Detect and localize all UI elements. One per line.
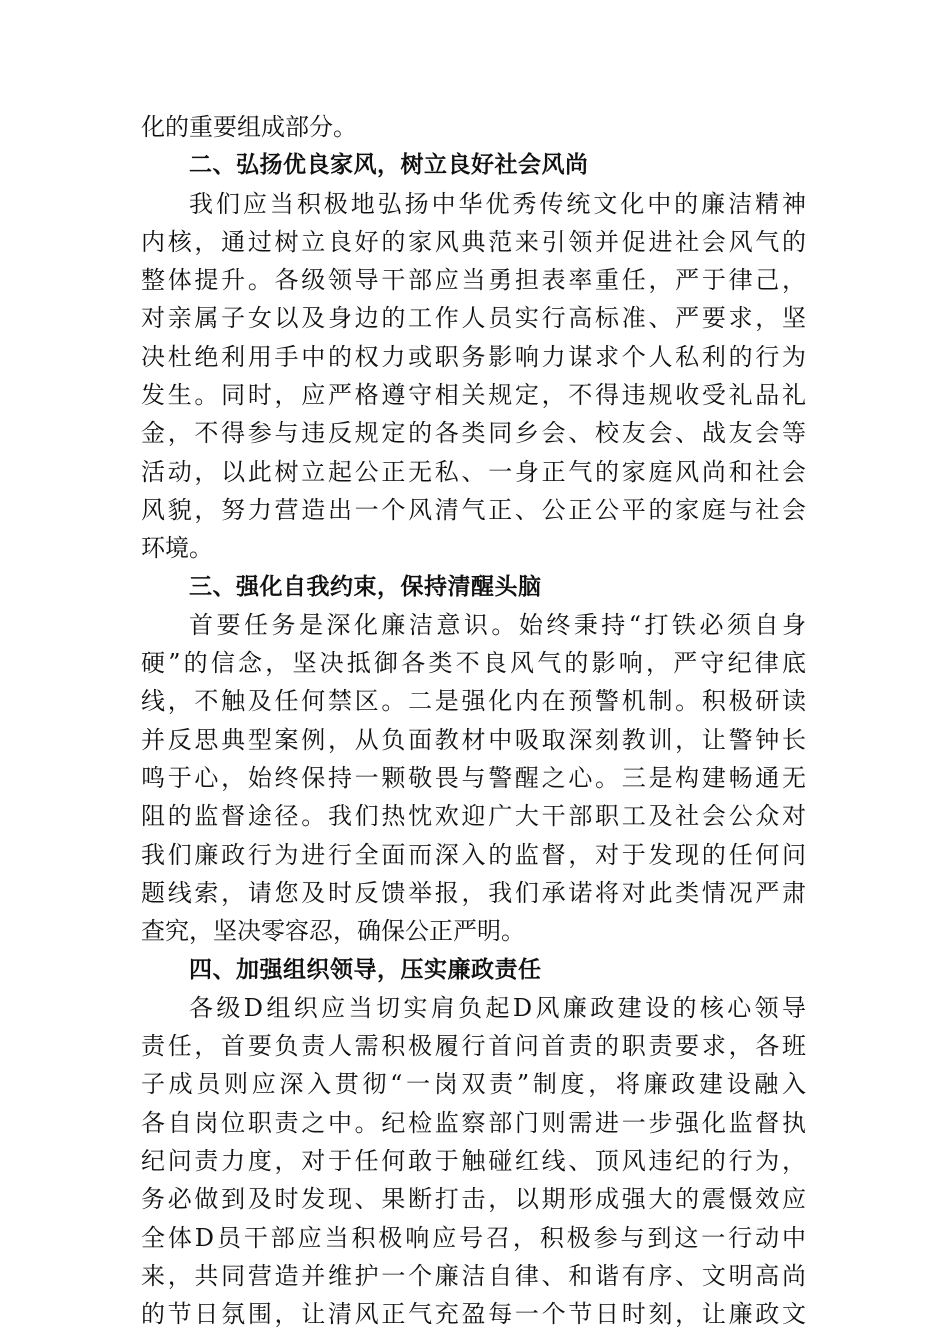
document-body <box>141 108 806 1334</box>
section-heading: 三、强化自我约束，保持清醒头脑 <box>189 573 542 600</box>
paragraph-line: 来，共同营造并维护一个廉洁自律、和谐有序、文明高尚 <box>141 1261 806 1290</box>
paragraph-line: 活动，以此树立起公正无私、一身正气的家庭风尚和社会 <box>141 457 806 486</box>
paragraph-line: 整体提升。各级领导干部应当勇担表率重任，严于律己， <box>141 266 806 295</box>
paragraph-line: 子成员则应深入贯彻“一岗双责”制度，将廉政建设融入 <box>141 1070 806 1099</box>
paragraph-line: 各自岗位职责之中。纪检监察部门则需进一步强化监督执 <box>141 1108 806 1137</box>
paragraph-line: 鸣于心，始终保持一颗敬畏与警醒之心。三是构建畅通无 <box>141 764 806 793</box>
paragraph-line: 的节日氛围，让清风正气充盈每一个节日时刻，让廉政文 <box>141 1300 806 1329</box>
paragraph-line: 阻的监督途径。我们热忱欢迎广大干部职工及社会公众对 <box>141 802 806 831</box>
paragraph-line: 务必做到及时发现、果断打击，以期形成强大的震慑效应 <box>141 1185 806 1214</box>
paragraph-line: 风貌，努力营造出一个风清气正、公正公平的家庭与社会 <box>141 495 806 524</box>
paragraph-line: 纪问责力度，对于任何敢于触碰红线、顶风违纪的行为， <box>141 1147 806 1176</box>
paragraph-line: 我们廉政行为进行全面而深入的监督，对于发现的任何问 <box>141 840 806 869</box>
paragraph-line: 各级D组织应当切实肩负起D风廉政建设的核心领导 <box>189 993 806 1022</box>
paragraph-line: 内核，通过树立良好的家风典范来引领并促进社会风气的 <box>141 227 806 256</box>
paragraph-line: 题线索，请您及时反馈举报，我们承诺将对此类情况严肃 <box>141 878 806 907</box>
paragraph-line: 全体D员干部应当积极响应号召，积极参与到这一行动中 <box>141 1223 806 1252</box>
paragraph-line: 环境。 <box>141 534 213 563</box>
paragraph-line: 金，不得参与违反规定的各类同乡会、校友会、战友会等 <box>141 419 806 448</box>
section-heading: 四、加强组织领导，压实廉政责任 <box>189 956 542 983</box>
paragraph-line: 化的重要组成部分。 <box>141 113 357 141</box>
paragraph-line: 首要任务是深化廉洁意识。始终秉持“打铁必须自身 <box>189 610 806 639</box>
paragraph-line: 我们应当积极地弘扬中华优秀传统文化中的廉洁精神 <box>189 189 806 218</box>
paragraph-line: 发生。同时，应严格遵守相关规定，不得违规收受礼品礼 <box>141 381 806 410</box>
paragraph-line: 责任，首要负责人需积极履行首问首责的职责要求，各班 <box>141 1032 806 1061</box>
paragraph-line: 硬”的信念，坚决抵御各类不良风气的影响，严守纪律底 <box>141 649 806 678</box>
paragraph-line: 线，不触及任何禁区。二是强化内在预警机制。积极研读 <box>141 687 806 716</box>
paragraph-line: 并反思典型案例，从负面教材中吸取深刻教训，让警钟长 <box>141 725 806 754</box>
section-heading: 二、弘扬优良家风，树立良好社会风尚 <box>189 152 589 179</box>
paragraph-line: 决杜绝利用手中的权力或职务影响力谋求个人私利的行为 <box>141 342 806 371</box>
paragraph-line: 对亲属子女以及身边的工作人员实行高标准、严要求，坚 <box>141 304 806 333</box>
paragraph-line: 查究，坚决零容忍，确保公正严明。 <box>141 917 525 946</box>
